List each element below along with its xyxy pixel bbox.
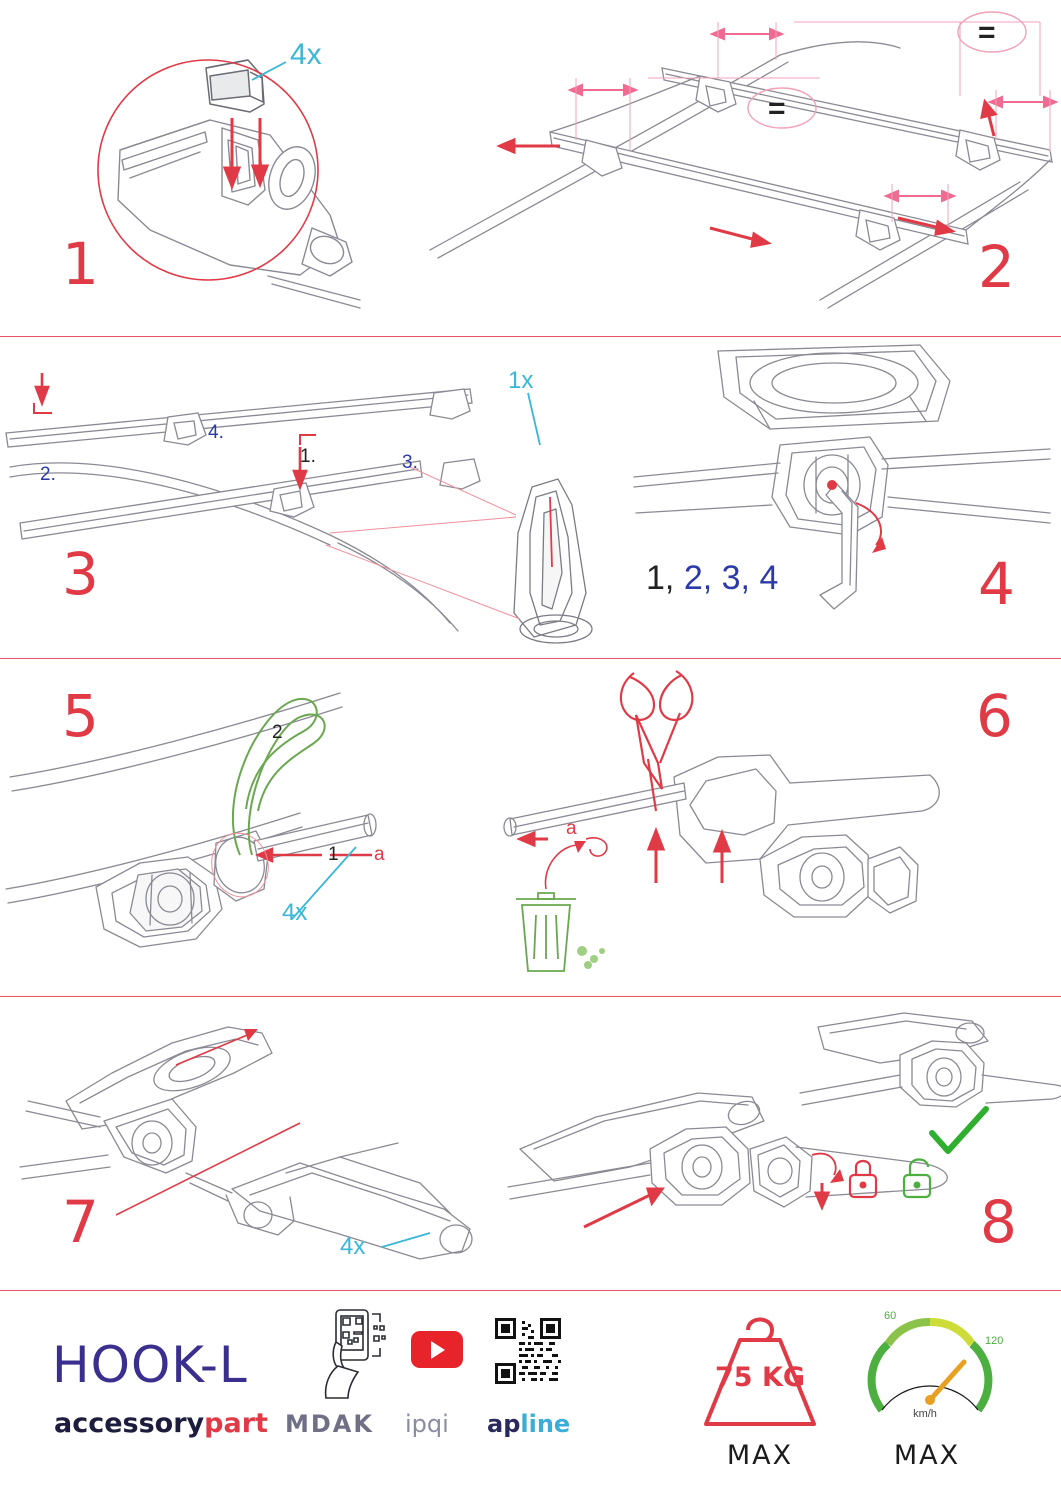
step-7-quantity-label: 4x bbox=[340, 1233, 366, 1260]
step-5-panel bbox=[0, 659, 470, 996]
step-7-panel bbox=[0, 997, 500, 1290]
youtube-icon[interactable] bbox=[411, 1331, 463, 1368]
step-5-label-2: 2 bbox=[272, 722, 283, 743]
step-6-number: 6 bbox=[976, 682, 1014, 750]
step-4-panel bbox=[620, 337, 1061, 658]
step-4-seq-1: 1, bbox=[646, 559, 675, 597]
step-3-number: 3 bbox=[62, 540, 100, 608]
step-2-number: 2 bbox=[978, 233, 1016, 301]
partner-ipqi bbox=[405, 1410, 449, 1438]
step-3-label-2: 2. bbox=[40, 464, 56, 485]
brand-primary: accessory bbox=[54, 1408, 205, 1439]
step-5-label-1: 1 bbox=[328, 844, 339, 865]
step-5-quantity-label: 4x bbox=[282, 899, 308, 926]
footer bbox=[0, 1290, 1061, 1500]
step-4-number: 4 bbox=[978, 550, 1016, 618]
step-1-illustration bbox=[0, 0, 400, 336]
max-speed-caption: MAX bbox=[893, 1440, 961, 1471]
step-1-panel bbox=[0, 0, 400, 336]
partner-apline-prefix: ap bbox=[487, 1410, 521, 1438]
partner-mdak bbox=[285, 1410, 374, 1438]
max-weight-value: 75 KG bbox=[714, 1362, 806, 1393]
speed-tick-120: 120 bbox=[985, 1335, 1004, 1347]
speed-unit-label: km/h bbox=[913, 1408, 937, 1420]
step-4-sequence bbox=[646, 561, 778, 595]
step-6-panel bbox=[470, 659, 1061, 996]
brand-secondary: part bbox=[204, 1408, 268, 1439]
step-5-label-a: a bbox=[374, 844, 385, 865]
partner-apline-accent: line bbox=[520, 1410, 571, 1438]
step-4-seq-3: 3, bbox=[721, 559, 750, 597]
step-2-equal-left: = bbox=[768, 92, 786, 125]
step-3-panel bbox=[0, 337, 620, 658]
step-3-quantity-label: 1x bbox=[508, 367, 534, 394]
qr-code bbox=[495, 1318, 561, 1384]
step-2-equal-right: = bbox=[978, 16, 996, 49]
step-3-label-4: 4. bbox=[208, 422, 224, 443]
max-weight-caption: MAX bbox=[726, 1440, 794, 1471]
step-1-quantity-label: 4x bbox=[290, 38, 322, 71]
step-3-label-1: 1. bbox=[300, 446, 316, 467]
speed-tick-60: 60 bbox=[884, 1310, 897, 1322]
brand-lockup bbox=[54, 1408, 268, 1439]
step-5-number: 5 bbox=[62, 682, 100, 750]
product-name: HOOK-L bbox=[52, 1336, 248, 1394]
scan-qr-phone-icon bbox=[318, 1306, 396, 1402]
step-7-number: 7 bbox=[62, 1188, 100, 1256]
step-2-panel bbox=[400, 0, 1061, 336]
step-2-illustration bbox=[400, 0, 1061, 336]
partner-apline bbox=[487, 1410, 570, 1438]
partner-ipqi-label: ipqi bbox=[405, 1410, 449, 1438]
step-3-label-3: 3. bbox=[402, 452, 418, 473]
step-6-illustration bbox=[470, 659, 1061, 996]
partner-mdak-label: MDAK bbox=[285, 1410, 374, 1438]
step-8-illustration bbox=[500, 997, 1061, 1290]
step-6-label-a: a bbox=[566, 818, 577, 839]
step-8-panel bbox=[500, 997, 1061, 1290]
step-4-seq-4: 4 bbox=[759, 559, 779, 597]
step-8-number: 8 bbox=[980, 1188, 1018, 1256]
step-1-number: 1 bbox=[62, 230, 100, 298]
step-4-seq-2: 2, bbox=[683, 559, 713, 597]
